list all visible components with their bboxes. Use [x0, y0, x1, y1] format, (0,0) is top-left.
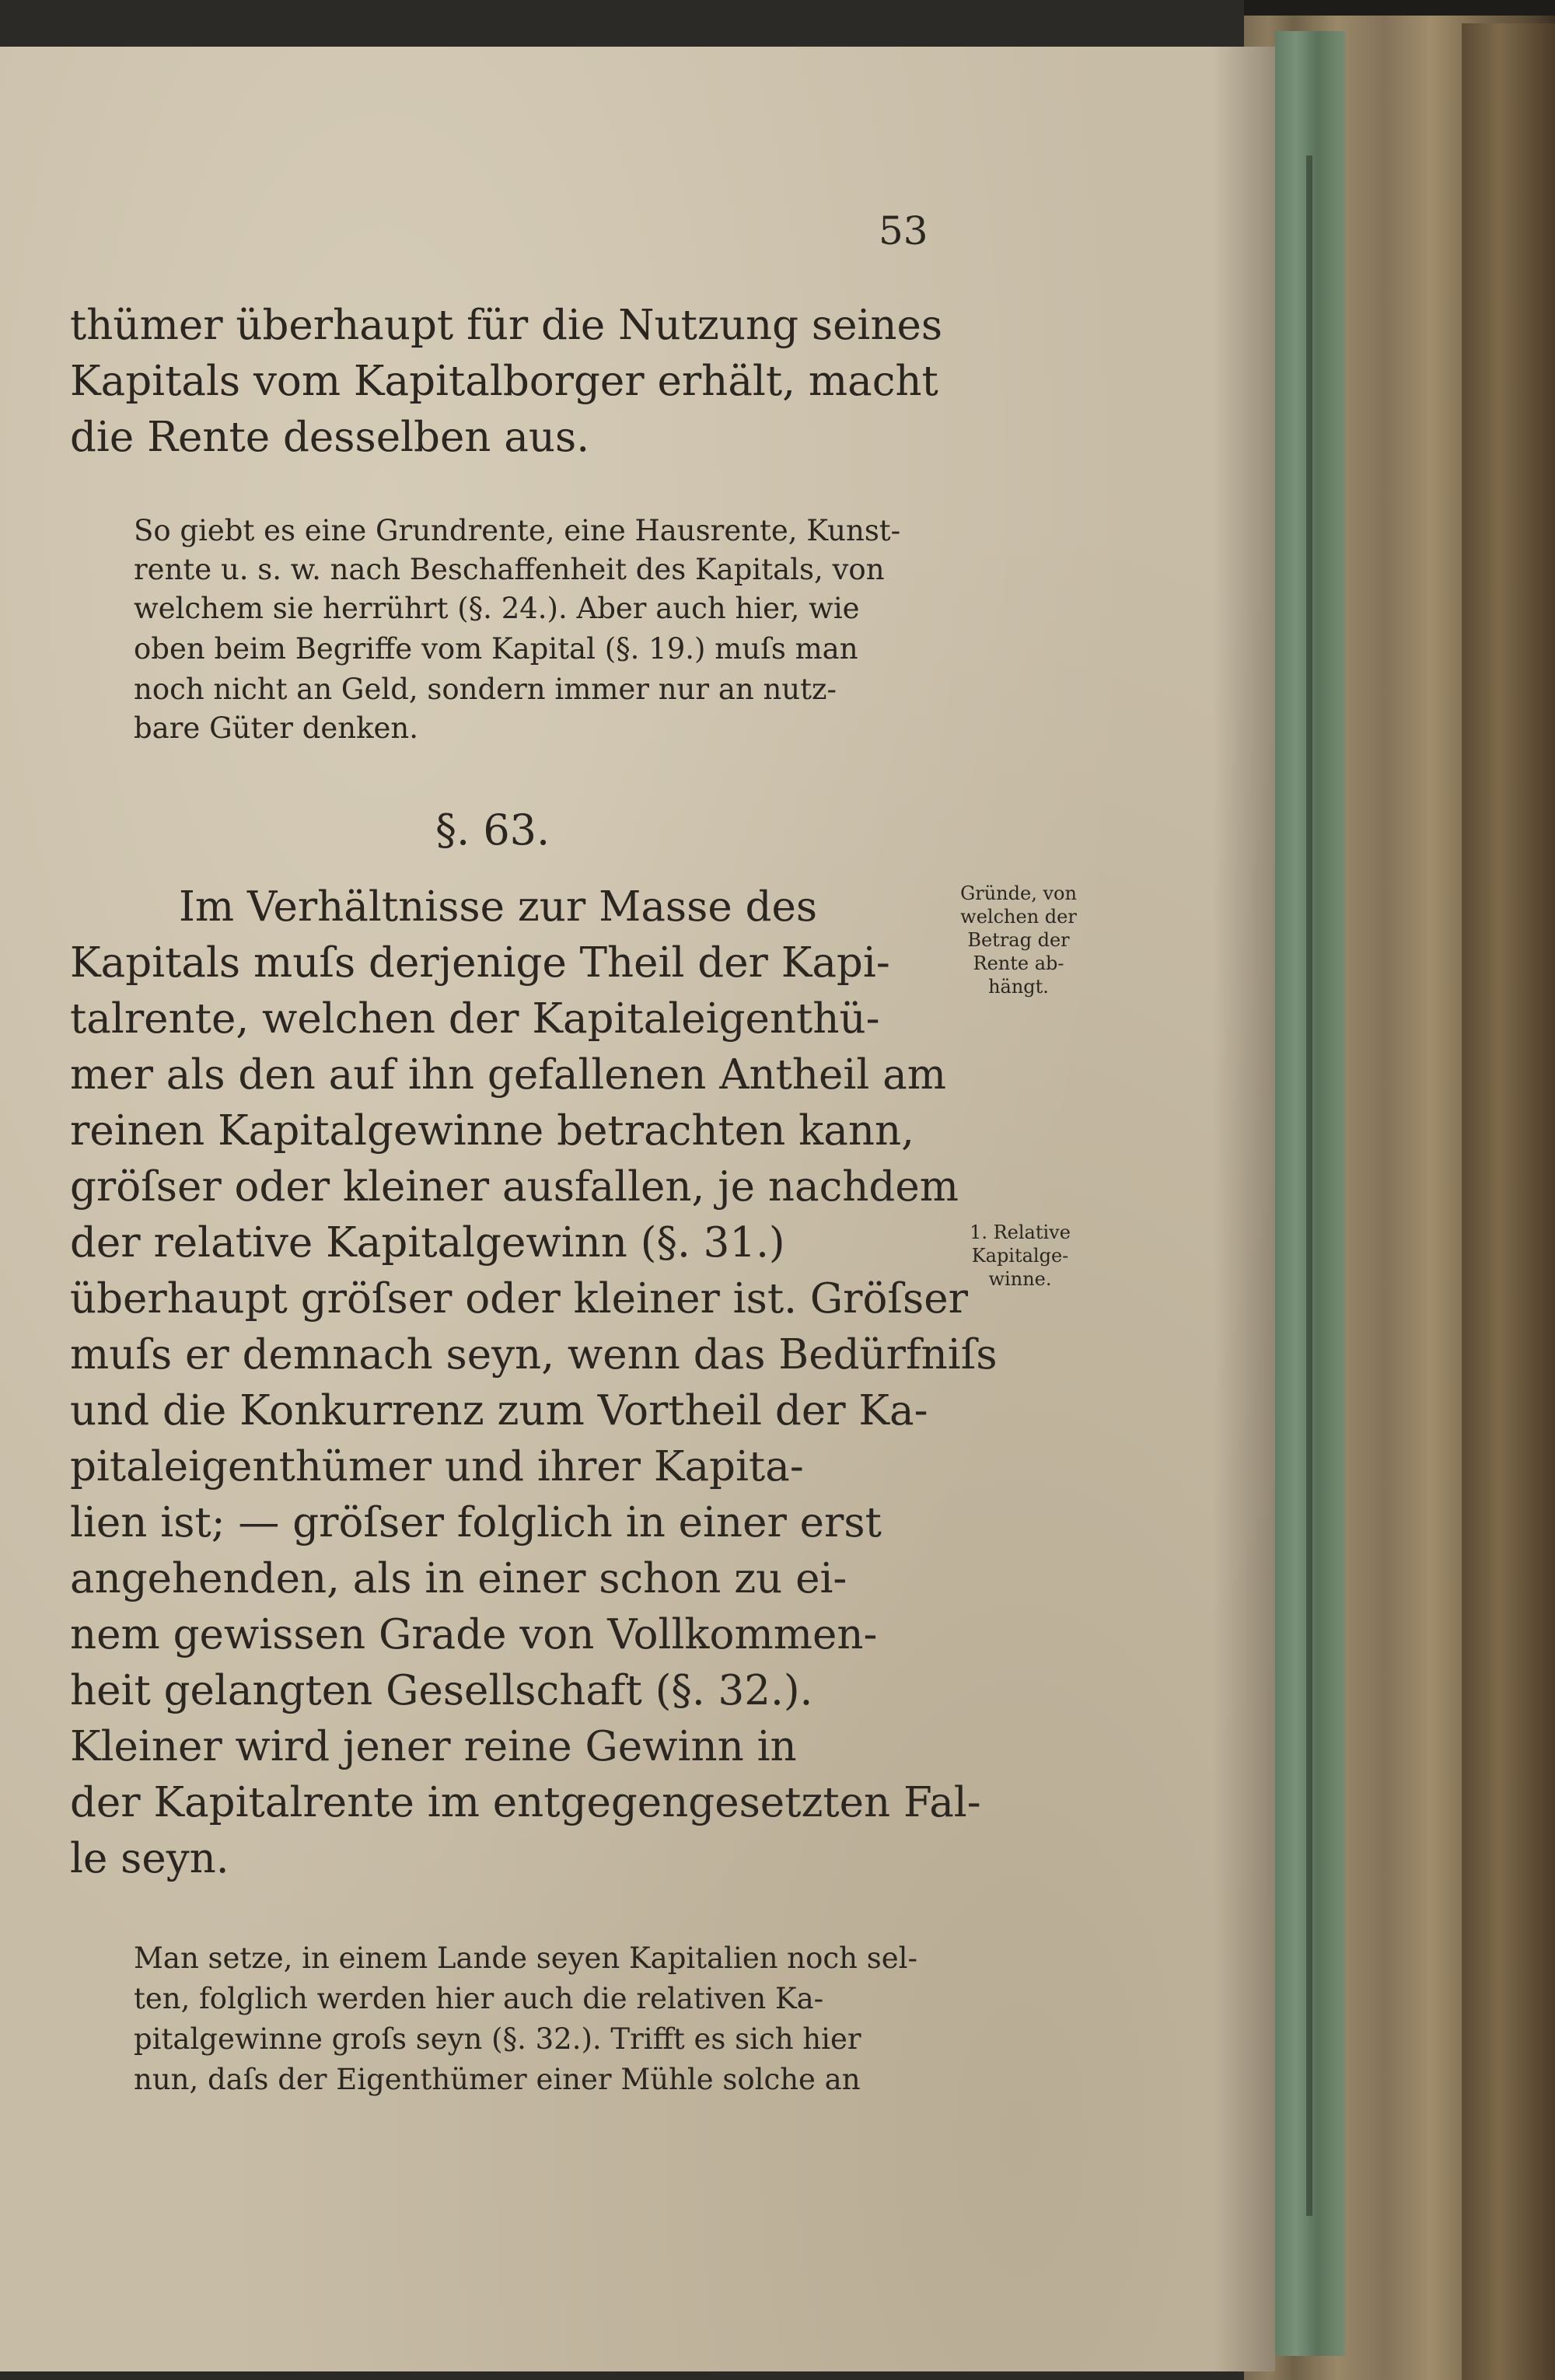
main-line-17: der Kapitalrente im entgegengesetzten Fal- [70, 1779, 981, 1826]
main-line-4: mer als den auf ihn gefallenen Antheil am [70, 1051, 947, 1099]
main-line-18: le seyn. [70, 1835, 229, 1882]
note-1-line-2: rente u. s. w. nach Beschaffenheit des Kapitals, von [134, 553, 885, 586]
section-heading: §. 63. [435, 806, 550, 854]
book-edge-shadow-line [1306, 156, 1312, 2216]
main-line-14: nem gewissen Grade von Vollkommen- [70, 1611, 878, 1658]
note-1-line-3: welchem sie herrührt (§. 24.). Aber auch hier, wie [134, 592, 860, 625]
note-2-line-1: Man setze, in einem Lande seyen Kapitalien noch sel- [134, 1941, 917, 1975]
main-line-3: talrente, welchen der Kapitaleigenthü- [70, 995, 880, 1043]
main-line-6: gröſser oder kleiner ausfallen, je nachdem [70, 1163, 959, 1211]
page-number: 53 [879, 208, 928, 253]
opening-line-1: thümer überhaupt für die Nutzung seines [70, 302, 943, 349]
margin-note-relative: 1. Relative Kapitalge- winne. [970, 1221, 1071, 1290]
main-line-13: angehenden, als in einer schon zu ei- [70, 1555, 847, 1602]
main-line-9: muſs er demnach seyn, wenn das Bedürfniſs [70, 1331, 998, 1379]
opening-line-3: die Rente desselben aus. [70, 414, 590, 461]
main-line-12: lien ist; — gröſser folglich in einer erst [70, 1499, 882, 1546]
main-line-10: und die Konkurrenz zum Vortheil der Ka- [70, 1387, 928, 1435]
main-line-11: pitaleigenthümer und ihrer Kapita- [70, 1443, 804, 1491]
main-line-15: heit gelangten Gesellschaft (§. 32.). [70, 1667, 813, 1714]
main-line-2: Kapitals muſs derjenige Theil der Kapi- [70, 939, 890, 987]
main-line-5: reinen Kapitalgewinne betrachten kann, [70, 1107, 914, 1155]
main-line-8: überhaupt gröſser oder kleiner ist. Gröſser [70, 1275, 968, 1323]
opening-line-2: Kapitals vom Kapitalborger erhält, macht [70, 358, 938, 405]
main-line-1: Im Verhältnisse zur Masse des [179, 883, 818, 931]
main-line-16: Kleiner wird jener reine Gewinn in [70, 1723, 797, 1770]
note-2-line-4: nun, daſs der Eigenthümer einer Mühle solche an [134, 2063, 861, 2096]
main-line-7: der relative Kapitalgewinn (§. 31.) [70, 1219, 785, 1267]
note-1-line-6: bare Güter denken. [134, 711, 419, 745]
note-2-line-3: pitalgewinne groſs seyn (§. 32.). Trifft es sich hier [134, 2022, 861, 2056]
margin-note-grounds: Gründe, von welchen der Betrag der Rente ab- hängt. [960, 882, 1077, 998]
book-spine-edge [1462, 23, 1555, 2380]
page-gutter-shadow [1213, 47, 1275, 2371]
note-1-line-5: noch nicht an Geld, sondern immer nur an nutz- [134, 673, 837, 706]
note-1-line-1: So giebt es eine Grundrente, eine Hausrente, Kunst- [134, 514, 901, 547]
note-1-line-4: oben beim Begriffe vom Kapital (§. 19.) muſs man [134, 632, 858, 666]
note-2-line-2: ten, folglich werden hier auch die relativen Ka- [134, 1982, 824, 2015]
